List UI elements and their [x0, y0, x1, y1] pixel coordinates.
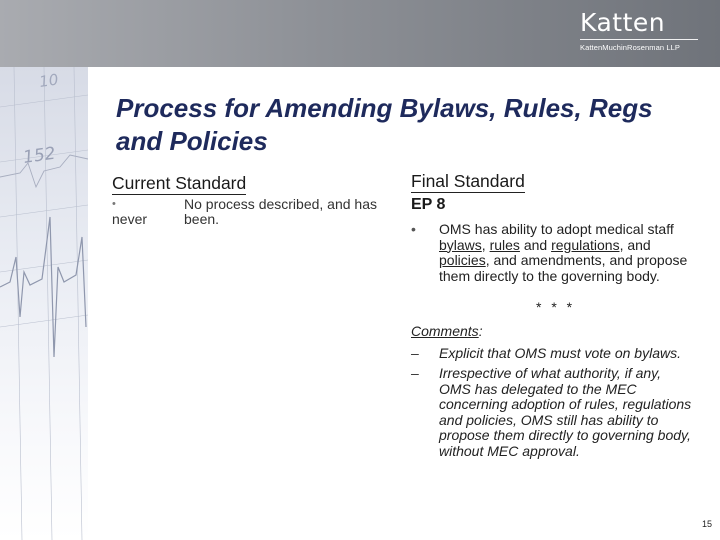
slide-title: Process for Amending Bylaws, Rules, Regs and Policies: [116, 93, 653, 156]
current-standard-text: No process described, and has been.: [184, 196, 377, 227]
page-number: 15: [702, 519, 713, 529]
final-standard-text: [439, 222, 697, 284]
ecg-trace-graphic: [0, 67, 88, 540]
comment-text: Irrespective of what authority, if any, OMS has delegated to the MEC concerning adoption of rules, regulations and policies, OMS still has ability to propose them directly to governing body, without MEC approval.: [439, 365, 692, 459]
comment-item: [411, 366, 696, 459]
comments-section: [411, 324, 696, 459]
bullet: •: [411, 221, 416, 237]
regulations-term: regulations,: [551, 236, 624, 253]
ecg-number-10: 10: [38, 70, 60, 91]
ecg-number-152: 152: [21, 143, 57, 168]
dash: –: [411, 365, 419, 381]
text-segment: and: [519, 236, 552, 253]
logo-divider: [580, 39, 698, 40]
bylaws-term: bylaws: [439, 236, 482, 253]
current-standard-never: never: [112, 211, 148, 227]
comments-heading: [411, 324, 696, 340]
text-segment: , and amendments, and propose them directly to the governing body.: [439, 252, 688, 284]
katten-logo: [580, 8, 698, 53]
current-standard-heading: Current Standard: [112, 173, 247, 193]
comments-label: Comments: [411, 323, 479, 339]
section-separator-stars: * * *: [536, 299, 576, 315]
final-standard-heading: Final Standard: [411, 171, 525, 191]
rules-term: rules: [489, 236, 520, 253]
comment-item: [411, 346, 696, 362]
comment-text: Explicit that OMS must vote on bylaws.: [439, 344, 681, 361]
policies-term: policies: [439, 252, 486, 268]
comments-colon: :: [478, 323, 483, 339]
logo-firm-name: KattenMuchinRosenman LLP: [580, 43, 680, 52]
bullet: •: [112, 198, 116, 210]
dash: –: [411, 344, 419, 361]
text-segment: and: [623, 236, 651, 253]
text-segment: OMS has ability to adopt medical staff: [439, 221, 674, 237]
ecg-decoration: [0, 67, 88, 540]
text-segment: ,: [481, 236, 490, 253]
ep-label: EP 8: [411, 196, 446, 213]
header-bar: [0, 0, 720, 67]
current-standard-label: [112, 197, 172, 227]
logo-wordmark: Katten: [580, 8, 666, 37]
